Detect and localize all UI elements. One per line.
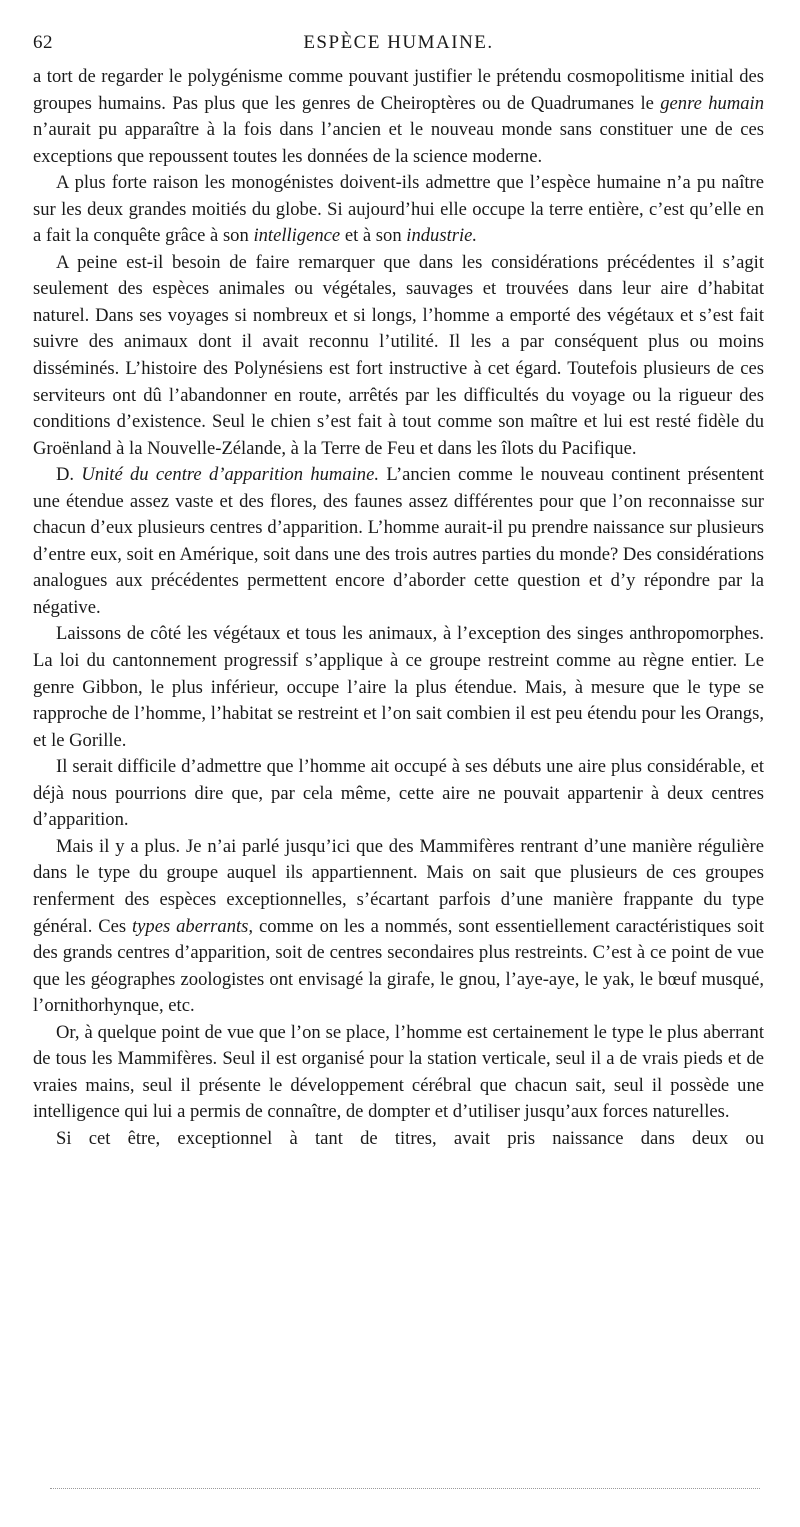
- italic-text: intelligence: [253, 225, 341, 247]
- footer-rule: [50, 1488, 760, 1489]
- paragraph: [33, 1020, 764, 1126]
- text-run: Il serait difficile d’admettre que l’homme ait occupé à ses débuts une aire plus considérable, et déjà nous pourrions dire que, par cela même, cette aire ne pouvait appartenir à deux centres d’apparition.: [33, 756, 764, 831]
- text-run: Or, à quelque point de vue que l’on se place, l’homme est certainement le type le plus aberrant de tous les Mammifères. Seul il est organisé pour la station verticale, seul il a de vrais pieds et de vraies mains, seul il présente le développement cérébral que chacun sait, seul il possède une intelligence qui lui a permis de connaître, de dompter et d’utiliser jusqu’aux forces naturelles.: [33, 1021, 764, 1123]
- text-run: a tort de regarder le polygénisme comme pouvant justifier le prétendu cosmopolitisme initial des groupes humains. Pas plus que les genres de Cheiroptères ou de Quadrumanes le: [33, 66, 764, 114]
- text-run: D.: [56, 464, 82, 486]
- paragraph: [33, 1126, 764, 1153]
- italic-text: Unité du centre d’apparition humaine.: [81, 464, 379, 486]
- text-run: n’aurait pu apparaître à la fois dans l’ancien et le nouveau monde sans constituer une de ces exceptions que repoussent toutes les données de la science moderne.: [33, 119, 764, 167]
- italic-text: types aberrants,: [132, 915, 254, 937]
- body-text: [33, 64, 764, 1152]
- text-run: L’ancien comme le nouveau continent présentent une étendue assez vaste et des flores, des faunes assez différentes pour que l’on reconnaisse sur chacun d’eux plusieurs centres d’apparition. L’homme aurait-il pu prendre naissance sur plusieurs d’entre eux, soit en Amérique, soit dans une des trois autres parties du monde? Des considérations analogues aux précédentes permettent encore d’aborder cette question et d’y répondre par la négative.: [33, 464, 764, 618]
- text-run: Si cet être, exceptionnel à tant de titres, avait pris naissance dans deux ou: [56, 1127, 764, 1149]
- italic-text: genre humain: [660, 92, 765, 114]
- running-title: ESPÈCE HUMAINE.: [303, 32, 494, 53]
- text-run: A peine est-il besoin de faire remarquer que dans les considérations précédentes il s’agit seulement des espèces animales ou végétales, sauvages et trouvées dans leur aire d’habitat naturel. Dans ses voyages si nombreux et si longs, l’homme a emporté des végétaux et s’est fait suivre des animaux dont il avait reconnu l’utilité. Il les a par conséquent plus ou moins disséminés. L’histoire des Polynésiens est fort instructive à cet égard. Toutefois plusieurs de ces serviteurs ont dû l’abandonner en route, arrêtés par les difficultés du voyage ou la rigueur des conditions d’existence. Seul le chien s’est fait à tout comme son maître et lui est resté fidèle du Groënland à la Nouvelle-Zélande, à la Terre de Feu et dans les îlots du Pacifique.: [33, 251, 764, 459]
- text-run: comme on les a nommés, sont essentiellement caractéristiques soit des grands centres d’apparition, soit de centres secondaires plus restreints. C’est à ce point de vue que les géographes zoologistes ont envisagé la girafe, le gnou, l’aye-aye, le yak, le bœuf musqué, l’ornithorhynque, etc.: [33, 915, 764, 1017]
- text-run: A plus forte raison les monogénistes doivent-ils admettre que l’espèce humaine n’a pu naître sur les deux grandes moitiés du globe. Si aujourd’hui elle occupe la terre entière, c’est qu’elle en a fait la conquête grâce à son: [33, 172, 764, 247]
- page-number: 62: [33, 32, 53, 53]
- paragraph: [33, 170, 764, 250]
- paragraph: [33, 754, 764, 834]
- paragraph: [33, 64, 764, 170]
- italic-text: industrie.: [406, 225, 478, 247]
- text-run: Mais il y a plus. Je n’ai parlé jusqu’ici que des Mammifères rentrant d’une manière régulière dans le type du groupe auquel ils appartiennent. Mais on sait que plusieurs de ces groupes renferment des espèces exceptionnelles, s’écartant parfois d’une manière frappante du type général. Ces: [33, 835, 764, 937]
- paragraph: [33, 250, 764, 462]
- paragraph: [33, 621, 764, 754]
- text-run: Laissons de côté les végétaux et tous les animaux, à l’exception des singes anthropomorphes. La loi du cantonnement progressif s’applique à ce groupe restreint comme au règne entier. Le genre Gibbon, le plus inférieur, occupe l’aire la plus étendue. Mais, à mesure que le type se rapproche de l’homme, l’habitat se restreint et l’on sait combien il est peu étendu pour les Orangs, et le Gorille.: [33, 623, 764, 751]
- text-run: et à son: [340, 225, 407, 247]
- paragraph: [33, 834, 764, 1020]
- page-header: [33, 32, 764, 62]
- paragraph: [33, 462, 764, 621]
